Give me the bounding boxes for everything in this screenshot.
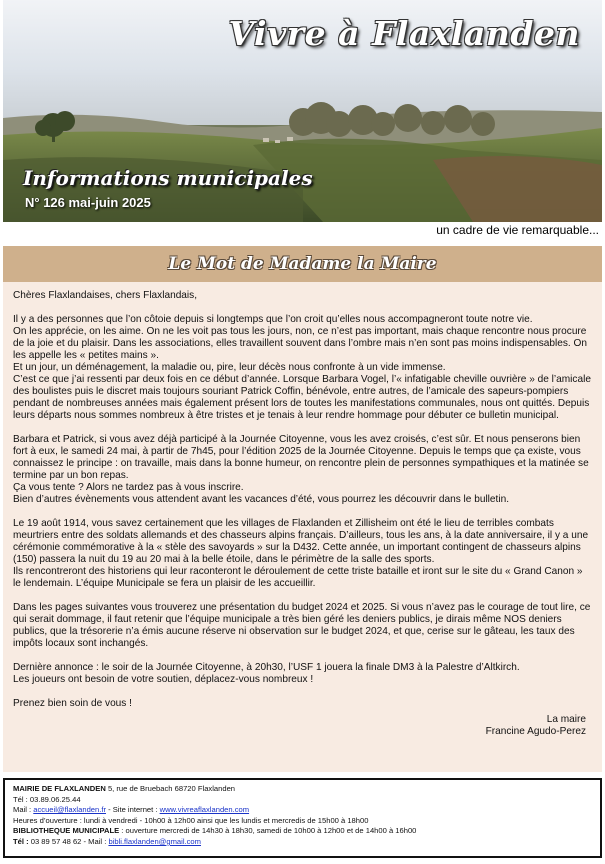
library-mail-link[interactable]: bibli.flaxlanden@gmail.com [108, 836, 201, 846]
website-link[interactable]: www.vivreaflaxlanden.com [159, 805, 250, 815]
tagline: un cadre de vie remarquable... [436, 223, 599, 237]
tel-line [13, 795, 592, 806]
tel-value: 03.89.06.25.44 [29, 794, 81, 804]
bulletin-subtitle: Informations municipales [23, 166, 313, 190]
letter-closing: Prenez bien soin de vous ! [13, 698, 132, 709]
library-contact-line [13, 837, 592, 848]
hours-line: Heures d’ouverture : lundi à vendredi - 10h00 à 12h00 ainsi que les lundis et mercredis de 15h00 à 18h00 [13, 815, 369, 825]
mail-label: Mail : [13, 805, 34, 815]
signature-role: La maire [546, 714, 586, 725]
issue-number: N° 126 mai-juin 2025 [25, 195, 151, 210]
library-label: BIBLIOTHEQUE MUNICIPALE [13, 826, 120, 836]
mayor-letter [3, 282, 602, 772]
letter-greeting: Chères Flaxlandaises, chers Flaxlandais, [13, 290, 198, 301]
section-title: Le Mot de Madame la Maire [168, 254, 437, 274]
mairie-label: MAIRIE DE FLAXLANDEN [13, 784, 106, 793]
mairie-line [13, 784, 592, 795]
letter-paragraph-3: Le 19 août 1914, vous savez certainement que les villages de Flaxlanden et Zillisheim ont été le lieu de terribles combats meurtriers entre des soldats allemands et des chasseurs alpins français. D’ailleurs, tous les ans, à la date anniversaire, il y a une cérémonie commémorative à la « stèle des savoyards » sur la D432. Cette année, un important contingent de chasseurs alpins (150) passera la nuit du 19 au 20 mai à la belle étoile, dans le périmètre de la salle des sports. Ils rencontreront des historiens qui leur raconteront le déroulement de cette triste bataille et iront sur le site du « Grand Canon » le lendemain. L’équipe Municipale se fera un plaisir de les accueillir. [13, 518, 589, 589]
section-banner [3, 246, 602, 282]
contact-footer [3, 778, 602, 858]
header-banner [3, 0, 602, 222]
site-label: - Site internet : [105, 805, 160, 815]
mail-link[interactable]: accueil@flaxlanden.fr [33, 805, 106, 815]
library-tel-label: Tél : [13, 836, 31, 846]
letter-paragraph-2: Barbara et Patrick, si vous avez déjà participé à la Journée Citoyenne, vous les avez croisés, c’est sûr. Et nous penserons bien fort à eux, le samedi 24 mai, à partir de 7h45, pour l’édition 2025 de la Journée Citoyenne. Depuis le temps que ça existe, vous connaissez le principe : on travaille, mais dans la bonne humeur, on rencontre plein de personnes sympathiques et la matinée se termine par un bon repas. Ça vous tente ? Alors ne tardez pas à vous inscrire. Bien d’autres évènements vous attendent avant les vacances d’été, vous pourrez les découvrir dans le bulletin. [13, 434, 589, 505]
letter-paragraph-4: Dans les pages suivantes vous trouverez une présentation du budget 2024 et 2025. Si vous n’avez pas le courage de tout lire, ce qui serait dommage, il faut retenir que l’équipe municipale a très bien géré les deniers publics, je dirais même NOS deniers publics, que la trésorerie n’a émis aucune réserve ni observation sur le budget 2024, et que, cerise sur le gâteau, les taux des impôts locaux sont inchangés. [13, 602, 591, 649]
mairie-address: 5, rue de Bruebach 68720 Flaxlanden [107, 784, 236, 793]
tel-label: Tél : [13, 794, 30, 804]
letter-paragraph-1: Il y a des personnes que l’on côtoie depuis si longtemps que l’on croit qu’elles nous accompagneront toute notre vie. On les apprécie, on les aime. On ne les voit pas tous les jours, non, ce n’est pas important, mais chaque rencontre nous procure de la joie et du plaisir. Dans les associations, elles travaillent souvent dans l’ombre mais n’en sont pas moins indispensables. On les appelle les « petites mains ». Et un jour, un déménagement, la maladie ou, pire, leur décès nous confronte à un vide immense. C’est ce que j’ai ressenti par deux fois en ce début d’année. Lorsque Barbara Vogel, l’« infatigable cheville ouvrière » de l’amicale des boulistes puis le discret mais toujours souriant Patrick Coffin, bénévole, entre autres, de l’amicale des sapeurs-pompiers pendant de nombreuses années mais également présent lors de toutes les manifestations communales, nous ont quittés. Depuis leurs départs nous sommes nombreux à être tristes et je tenais à leur rendre hommage pour débuter ce bulletin municipal. [13, 314, 591, 421]
signature-name: Francine Agudo-Perez [485, 726, 586, 737]
library-line [13, 826, 592, 837]
letter-paragraph-5: Dernière annonce : le soir de la Journée Citoyenne, à 20h30, l’USF 1 jouera la finale DM3 à la Palestre d’Altkirch. Les joueurs ont besoin de votre soutien, déplacez-vous nombreux ! [13, 662, 520, 685]
masthead-title: Vivre à Flaxlanden [228, 14, 580, 53]
library-hours: : ouverture mercredi de 14h30 à 18h30, samedi de 10h00 à 12h00 et de 14h00 à 16h00 [119, 826, 417, 836]
library-tel: 03 89 57 48 62 [30, 836, 82, 846]
library-mail-label: - Mail : [81, 836, 109, 846]
mail-line [13, 805, 592, 816]
